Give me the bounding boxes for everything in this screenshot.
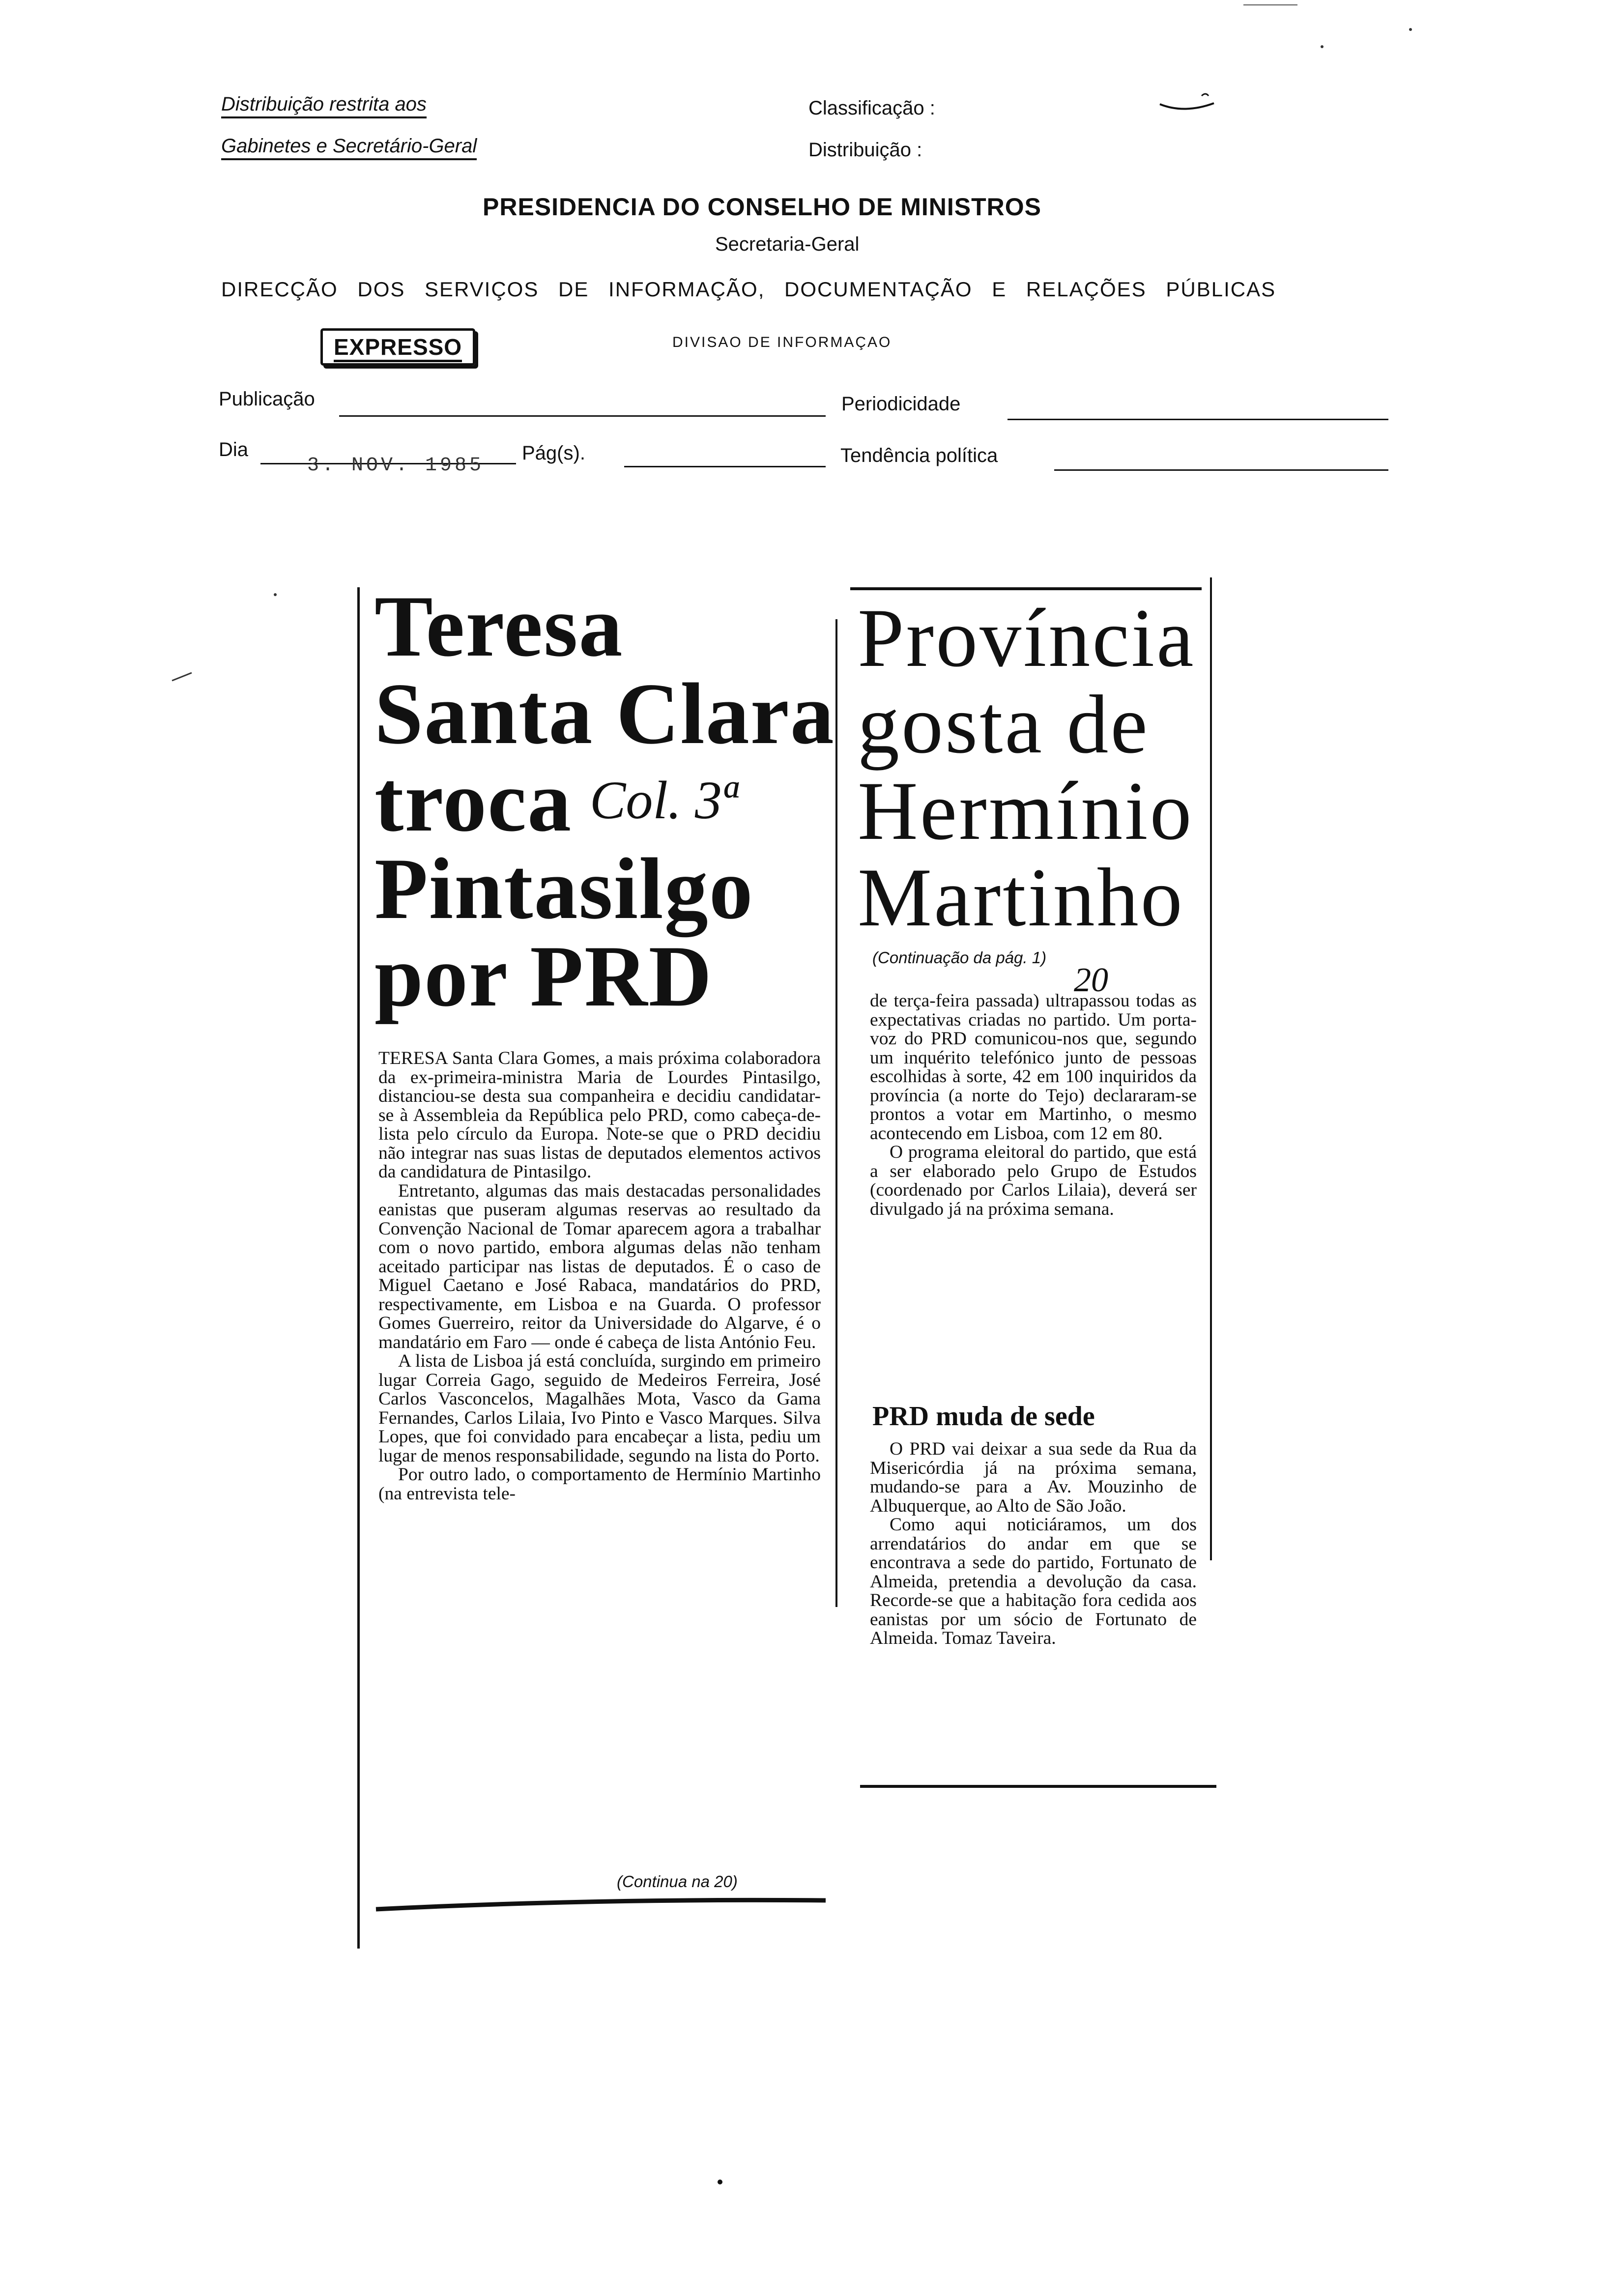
article2-handwritten-page: 20 (1074, 961, 1108, 999)
article1-headline-line-2: Santa Clara (374, 665, 835, 762)
article1-headline-line-3: troca (374, 752, 573, 850)
divisao-informacao: DIVISAO DE INFORMAÇAO (672, 334, 892, 350)
article2-paragraph-3: O PRD vai deixar a sua sede da Rua da Misericórdia já na próxima semana, mudando-se para a Av. Mouzinho de Albuquerque, ao Alto de São João. (870, 1439, 1197, 1516)
presidencia-title: PRESIDENCIA DO CONSELHO DE MINISTROS (483, 193, 1042, 221)
article2-subhead: PRD muda de sede (872, 1401, 1095, 1432)
distribuicao-label: Distribuição : (808, 139, 922, 161)
article2-paragraph-2: O programa eleitoral do partido, que está a ser elaborado pelo Grupo de Estudos (coordenado por Carlos Lilaia), deverá ser divulgado já na próxima semana. (870, 1142, 1197, 1219)
periodicidade-label: Periodicidade (841, 393, 961, 415)
article2-headline-line-3: Hermínio (858, 765, 1194, 857)
article1-paragraph-1: TERESA Santa Clara Gomes, a mais próxima colaboradora da ex-primeira-ministra Maria de Lourdes Pintasilgo, distanciou-se desta sua companheira e decidiu candidatar-se à Assembleia da República pelo PRD, como cabeça-de-lista pelo círculo da Europa. Note-se que o PRD decidiu não integrar nas suas listas de deputados elementos activos da candidatura de Pintasilgo. (378, 1048, 821, 1182)
article2-headline-line-2: gosta de (858, 678, 1150, 771)
direccao-servicos: DIRECÇÃO DOS SERVIÇOS DE INFORMAÇÃO, DOCUMENTAÇÃO E RELAÇÕES PÚBLICAS (221, 278, 1276, 301)
article2-continuation-note: (Continuação da pág. 1) (872, 948, 1047, 967)
restricted-distribution-line2: Gabinetes e Secretário-Geral (221, 135, 477, 160)
article1-paragraph-4: Por outro lado, o comportamento de Hermínio Martinho (na entrevista tele- (378, 1464, 821, 1504)
restricted-distribution-line1: Distribuição restrita aos (221, 93, 427, 118)
date-stamp: 3. NOV. 1985 (307, 455, 485, 477)
article2-headline-line-4: Martinho (858, 851, 1184, 944)
pags-label: Pág(s). (522, 442, 585, 464)
article2-headline-line-1: Província (858, 592, 1196, 684)
article1-paragraph-2: Entretanto, algumas das mais destacadas personalidades eanistas que puseram algumas reservas ao resultado da Convenção Nacional de Tomar aparecem agora a trabalhar com o novo partido, embora algumas delas não tenham aceitado participar nas listas de deputados. É o caso de Miguel Caetano e José Rabaca, mandatários do PRD, respectivamente, em Lisboa e na Guarda. O professor Gomes Guerreiro, reitor da Universidade do Algarve, é o mandatário em Faro — onde é cabeça de lista António Feu. (378, 1180, 821, 1352)
article1-handwritten-note: Col. 3ª (590, 770, 737, 830)
classificacao-label: Classificação : (808, 97, 935, 119)
article1-continues-note: (Continua na 20) (617, 1872, 738, 1891)
article1-paragraph-3: A lista de Lisboa já está concluída, surgindo em primeiro lugar Correia Gago, seguido de Medeiros Ferreira, José Carlos Vasconcelos, Magalhães Mota, Vasco da Gama Fernandes, Carlos Lilaia, Ivo Pinto e Vasco Marques. Silva Lopes, que foi convidado para encabeçar a lista, pediu um lugar de menos responsabilidade, segundo na lista do Porto. (378, 1351, 821, 1466)
article1-headline-line-5: por PRD (374, 927, 713, 1025)
article2-paragraph-4: Como aqui noticiáramos, um dos arrendatários do andar em que se encontrava a sede do partido, Fortunato de Almeida, pretendia a devolução da casa. Recorde-se que a habitação fora cedida aos eanistas por um sócio de Fortunato de Almeida. Tomaz Taveira. (870, 1515, 1197, 1648)
article1-headline-line-1: Teresa (374, 577, 624, 675)
article1-headline-line-4: Pintasilgo (374, 840, 754, 937)
expresso-stamp-text: EXPRESSO (334, 334, 462, 362)
article2-paragraph-1: de terça-feira passada) ultrapassou todas as expectativas criadas no partido. Um porta-voz do PRD comunicou-nos que, segundo um inquérito telefónico junto de pessoas escolhidas à sorte, 42 em 100 inquiridos da província (a norte do Tejo) declararam-se prontos a votar em Martinho, o mesmo acontecendo em Lisboa, com 12 em 80. (870, 991, 1197, 1144)
secretaria-geral: Secretaria-Geral (715, 233, 860, 255)
dia-label: Dia (219, 439, 249, 460)
tendencia-label: Tendência política (840, 445, 998, 466)
publicacao-label: Publicação (219, 388, 315, 410)
